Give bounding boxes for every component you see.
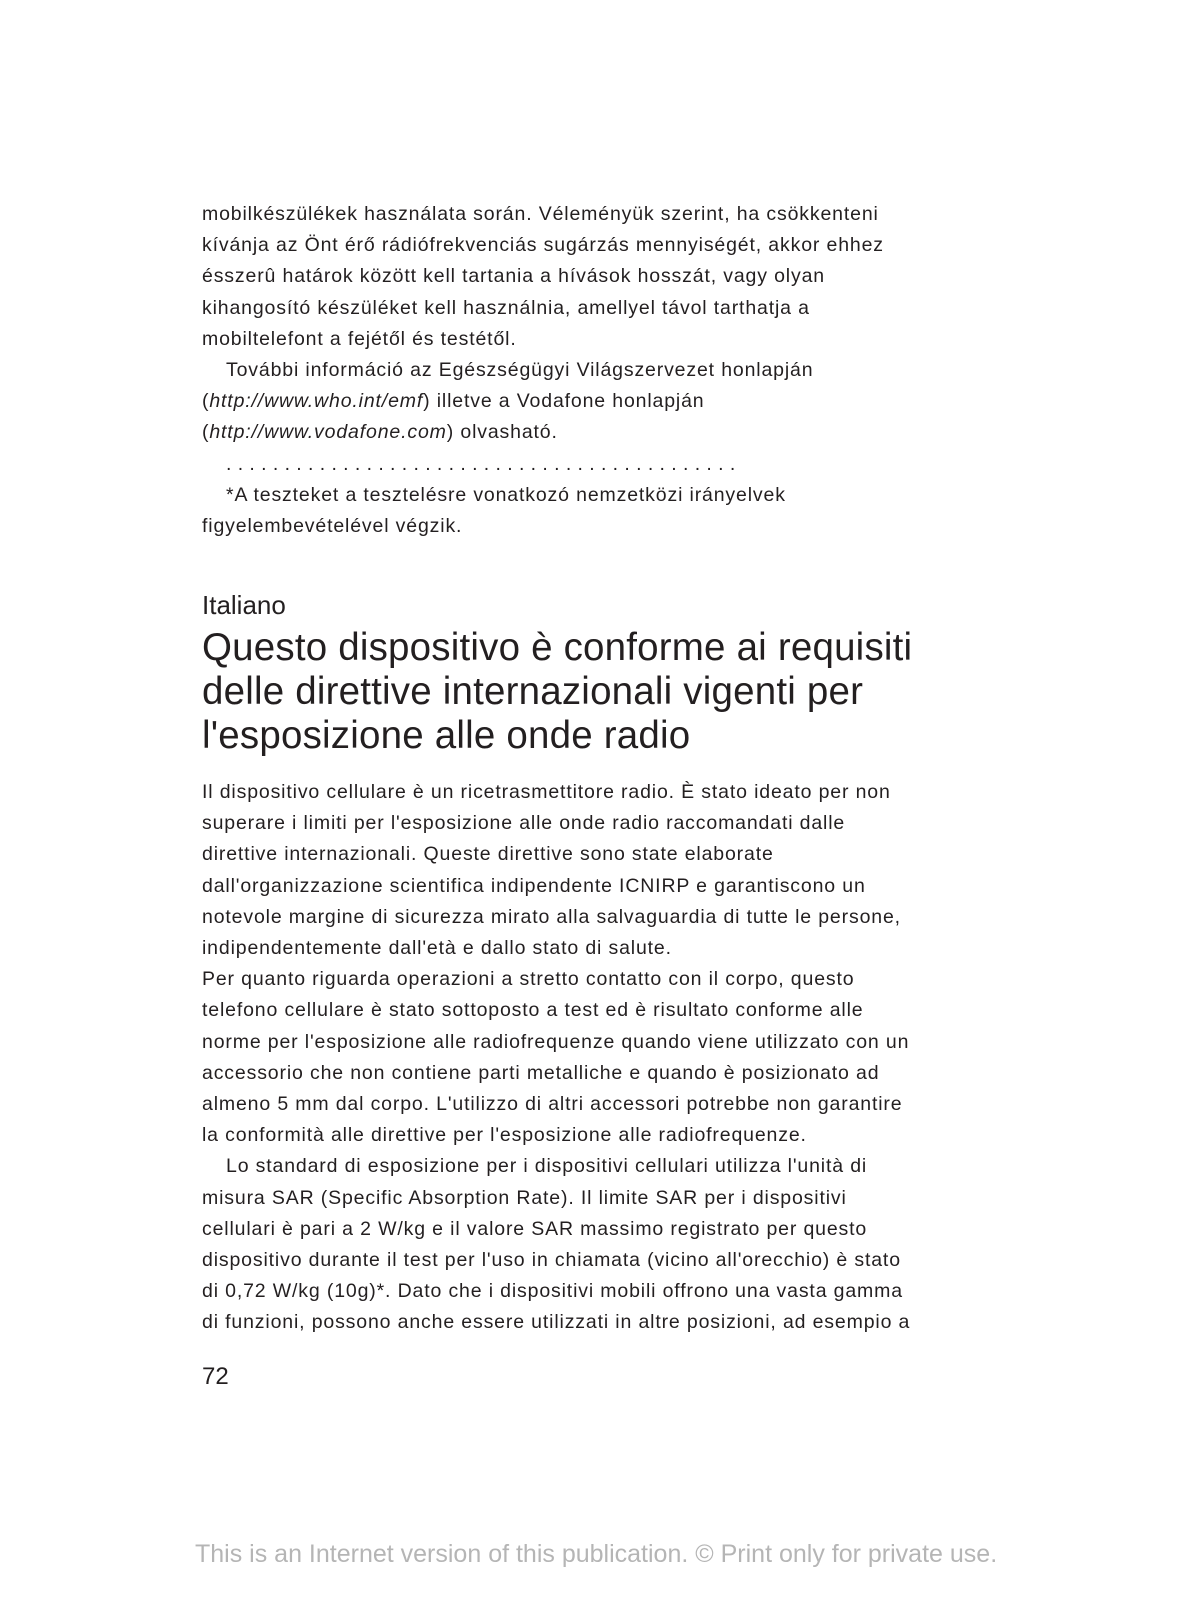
vodafone-link[interactable]: http://www.vodafone.com	[209, 421, 447, 444]
text-line: kihangosító készüléket kell használnia, amellyel távol tarthatja a	[202, 296, 810, 319]
heading-line: delle direttive internazionali vigenti per	[202, 670, 864, 713]
watermark-footer: This is an Internet version of this publication. © Print only for private use.	[195, 1540, 998, 1568]
text-line: telefono cellulare è stato sottoposto a test ed è risultato conforme alle	[202, 999, 864, 1022]
text-line: direttive internazionali. Queste direttive sono state elaborate	[202, 843, 774, 866]
text-line: di 0,72 W/kg (10g)*. Dato che i dispositivi mobili offrono una vasta gamma	[202, 1280, 903, 1303]
who-link[interactable]: http://www.who.int/emf	[209, 390, 424, 413]
text-line: (http://www.vodafone.com) olvasható.	[202, 421, 558, 444]
hungarian-footnote	[202, 480, 982, 542]
italian-paragraph-3	[202, 1151, 982, 1338]
text-line: mobiltelefont a fejétől és testétől.	[202, 327, 517, 350]
text-line: figyelembevételével végzik.	[202, 515, 463, 538]
heading-line: l'esposizione alle onde radio	[202, 714, 691, 757]
hungarian-section	[202, 199, 982, 542]
text-line: superare i limiti per l'esposizione alle onde radio raccomandati dalle	[202, 812, 846, 835]
text-line: (http://www.who.int/emf) illetve a Vodafone honlapján	[202, 390, 705, 413]
section-heading	[202, 626, 912, 758]
text-line: mobilkészülékek használata során. Véleményük szerint, ha csökkenteni	[202, 203, 879, 225]
text-line: Lo standard di esposizione per i dispositivi cellulari utilizza l'unità di	[226, 1155, 868, 1178]
text-line: almeno 5 mm dal corpo. L'utilizzo di altri accessori potrebbe non garantire	[202, 1093, 903, 1116]
page-number: 72	[202, 1363, 229, 1390]
text-line: Il dispositivo cellulare è un ricetrasmettitore radio. È stato ideato per non	[202, 781, 891, 803]
text-line: accessorio che non contiene parti metalliche e quando è posizionato ad	[202, 1061, 880, 1084]
text-line: *A teszteket a tesztelésre vonatkozó nemzetközi irányelvek	[226, 483, 786, 506]
text-line: cellulari è pari a 2 W/kg e il valore SAR massimo registrato per questo	[202, 1217, 868, 1240]
text-line: dispositivo durante il test per l'uso in chiamata (vicino all'orecchio) è stato	[202, 1249, 901, 1272]
text-line: kívánja az Önt érő rádiófrekvenciás sugárzás mennyiségét, akkor ehhez	[202, 234, 884, 257]
text-line: di funzioni, possono anche essere utilizzati in altre posizioni, ad esempio a	[202, 1311, 911, 1334]
text-line: ésszerû határok között kell tartania a hívások hosszát, vagy olyan	[202, 265, 825, 288]
text-line: norme per l'esposizione alle radiofrequenze quando viene utilizzato con un	[202, 1030, 910, 1053]
text-line: notevole margine di sicurezza mirato alla salvaguardia di tutte le persone,	[202, 905, 901, 928]
language-label: Italiano	[202, 590, 286, 620]
text-line: dall'organizzazione scientifica indipendente ICNIRP e garantiscono un	[202, 874, 866, 897]
text-line: Per quanto riguarda operazioni a stretto contatto con il corpo, questo	[202, 968, 855, 991]
italian-paragraph-2	[202, 964, 982, 1151]
heading-line: Questo dispositivo è conforme ai requisiti	[202, 626, 913, 669]
text-line: További információ az Egészségügyi Világszervezet honlapján	[226, 359, 814, 382]
text-line: indipendentemente dall'età e dallo stato di salute.	[202, 937, 672, 960]
dotted-separator: ............................................	[226, 452, 742, 475]
hungarian-paragraph-2	[202, 355, 982, 449]
italian-paragraph-1	[202, 777, 982, 964]
hungarian-paragraph-1	[202, 199, 982, 355]
text-line: misura SAR (Specific Absorption Rate). Il limite SAR per i dispositivi	[202, 1186, 847, 1209]
italian-body	[202, 777, 982, 1339]
text-line: la conformità alle direttive per l'esposizione alle radiofrequenze.	[202, 1124, 807, 1147]
